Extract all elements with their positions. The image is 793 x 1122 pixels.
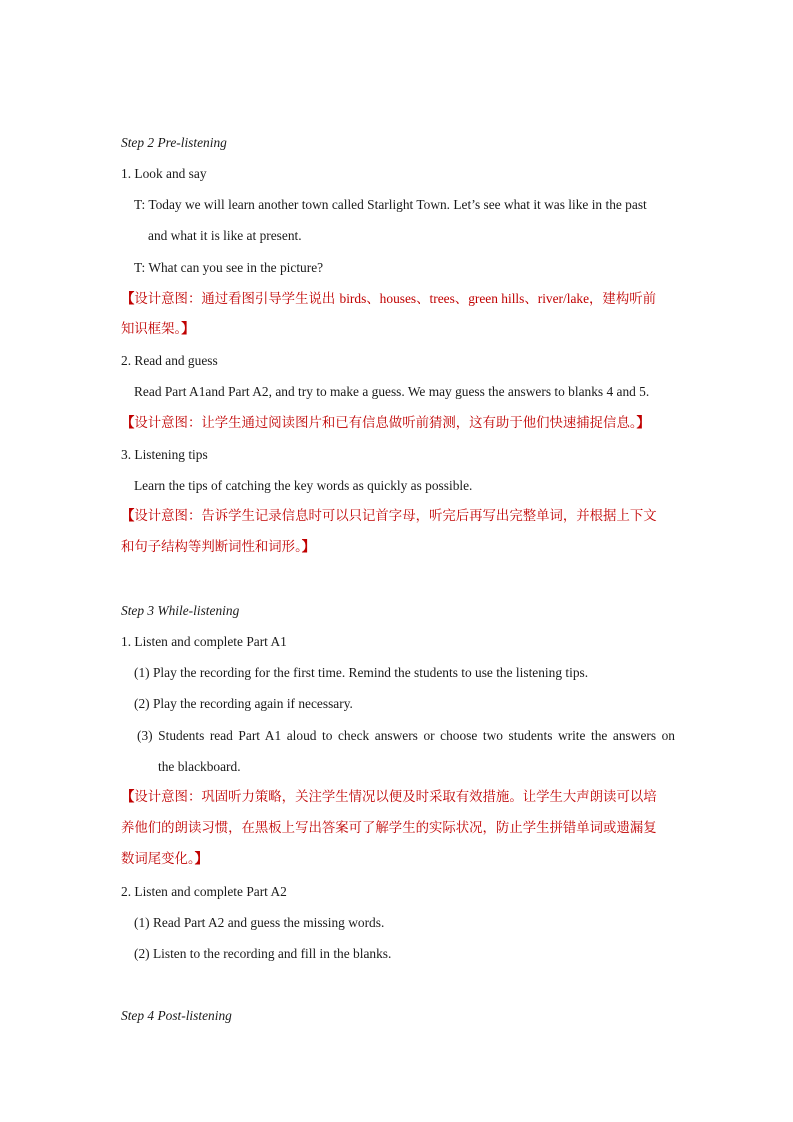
note-text: 养他们的朗读习惯，在黑板上写出答案可了解学生的实际状况，防止学生拼错单词或遗漏复 — [121, 821, 657, 836]
step2-s3-design-note-line1 — [121, 507, 793, 527]
bracket-close: 】 — [181, 322, 195, 337]
step2-s3-body: Learn the tips of catching the key words as quickly as possible. — [134, 478, 473, 493]
step2-s1-heading: 1. Look and say — [121, 166, 207, 181]
step3-s2-heading: 2. Listen and complete Part A2 — [121, 884, 287, 899]
note-vocab: birds、houses、trees、green hills、river/lake — [339, 291, 590, 306]
bracket-open: 【 — [121, 292, 135, 307]
note-text: 通过看图引导学生说出 — [201, 292, 340, 307]
design-label: 设计意图： — [134, 292, 202, 307]
note-text: 和句子结构等判断词性和词形。 — [121, 540, 302, 555]
step2-title: Step 2 Pre-listening — [121, 135, 227, 150]
step3-s1-item1: (1) Play the recording for the first time. Remind the students to use the listening tips. — [134, 665, 589, 680]
note-text: 巩固听力策略，关注学生情况以便及时采取有效措施。让学生大声朗读可以培 — [201, 790, 657, 805]
note-text-end: ，建构听前 — [589, 292, 656, 307]
step3-s2-item2: (2) Listen to the recording and fill in the blanks. — [134, 946, 392, 961]
step2-s2-heading: 2. Read and guess — [121, 353, 218, 368]
step2-s1-design-note-line1 — [121, 289, 793, 310]
bracket-open: 【 — [121, 790, 135, 805]
step3-s1-item3-line1: (3) Students read Part A1 aloud to check answers or choose two students write the answers on — [137, 728, 675, 743]
step3-s1-design-note-line3 — [121, 850, 793, 870]
step2-s3-heading: 3. Listening tips — [121, 447, 208, 462]
step2-s1-teacher-question: T: What can you see in the picture? — [134, 260, 324, 275]
step2-s1-teacher-line1: T: Today we will learn another town called Starlight Town. Let’s see what it was like in the past — [134, 197, 647, 212]
bracket-close: 】 — [194, 852, 209, 867]
note-text: 告诉学生记录信息时可以只记首字母，听完后再写出完整单词，并根据上下文 — [201, 509, 657, 524]
bracket-close: 】 — [301, 540, 316, 555]
bracket-close: 】 — [636, 416, 650, 431]
note-text: 数词尾变化。 — [121, 852, 195, 867]
step3-s1-design-note-line1 — [121, 788, 793, 808]
step2-s1-design-note-line2 — [121, 320, 793, 340]
step3-title: Step 3 While-listening — [121, 603, 240, 618]
step2-s3-design-note-line2 — [121, 538, 793, 558]
bracket-open: 【 — [121, 509, 135, 524]
step3-s1-design-note-line2 — [121, 819, 793, 839]
step4-title: Step 4 Post-listening — [121, 1008, 232, 1023]
note-text: 知识框架。 — [121, 322, 182, 337]
step2-s1-teacher-line2: and what it is like at present. — [148, 228, 302, 243]
step2-s2-body: Read Part A1and Part A2, and try to make a guess. We may guess the answers to blanks 4 and 5. — [134, 384, 650, 399]
step3-s1-item3-line2: the blackboard. — [158, 759, 241, 774]
design-label: 设计意图： — [134, 416, 202, 431]
step3-s2-item1: (1) Read Part A2 and guess the missing words. — [134, 915, 385, 930]
design-label: 设计意图： — [134, 790, 202, 805]
step2-s2-design-note — [121, 414, 793, 434]
step3-s1-heading: 1. Listen and complete Part A1 — [121, 634, 287, 649]
design-label: 设计意图： — [134, 509, 202, 524]
bracket-open: 【 — [121, 416, 135, 431]
note-text: 让学生通过阅读图片和已有信息做听前猜测，这有助于他们快速捕捉信息。 — [201, 416, 637, 431]
step3-s1-item2: (2) Play the recording again if necessary. — [134, 696, 353, 711]
